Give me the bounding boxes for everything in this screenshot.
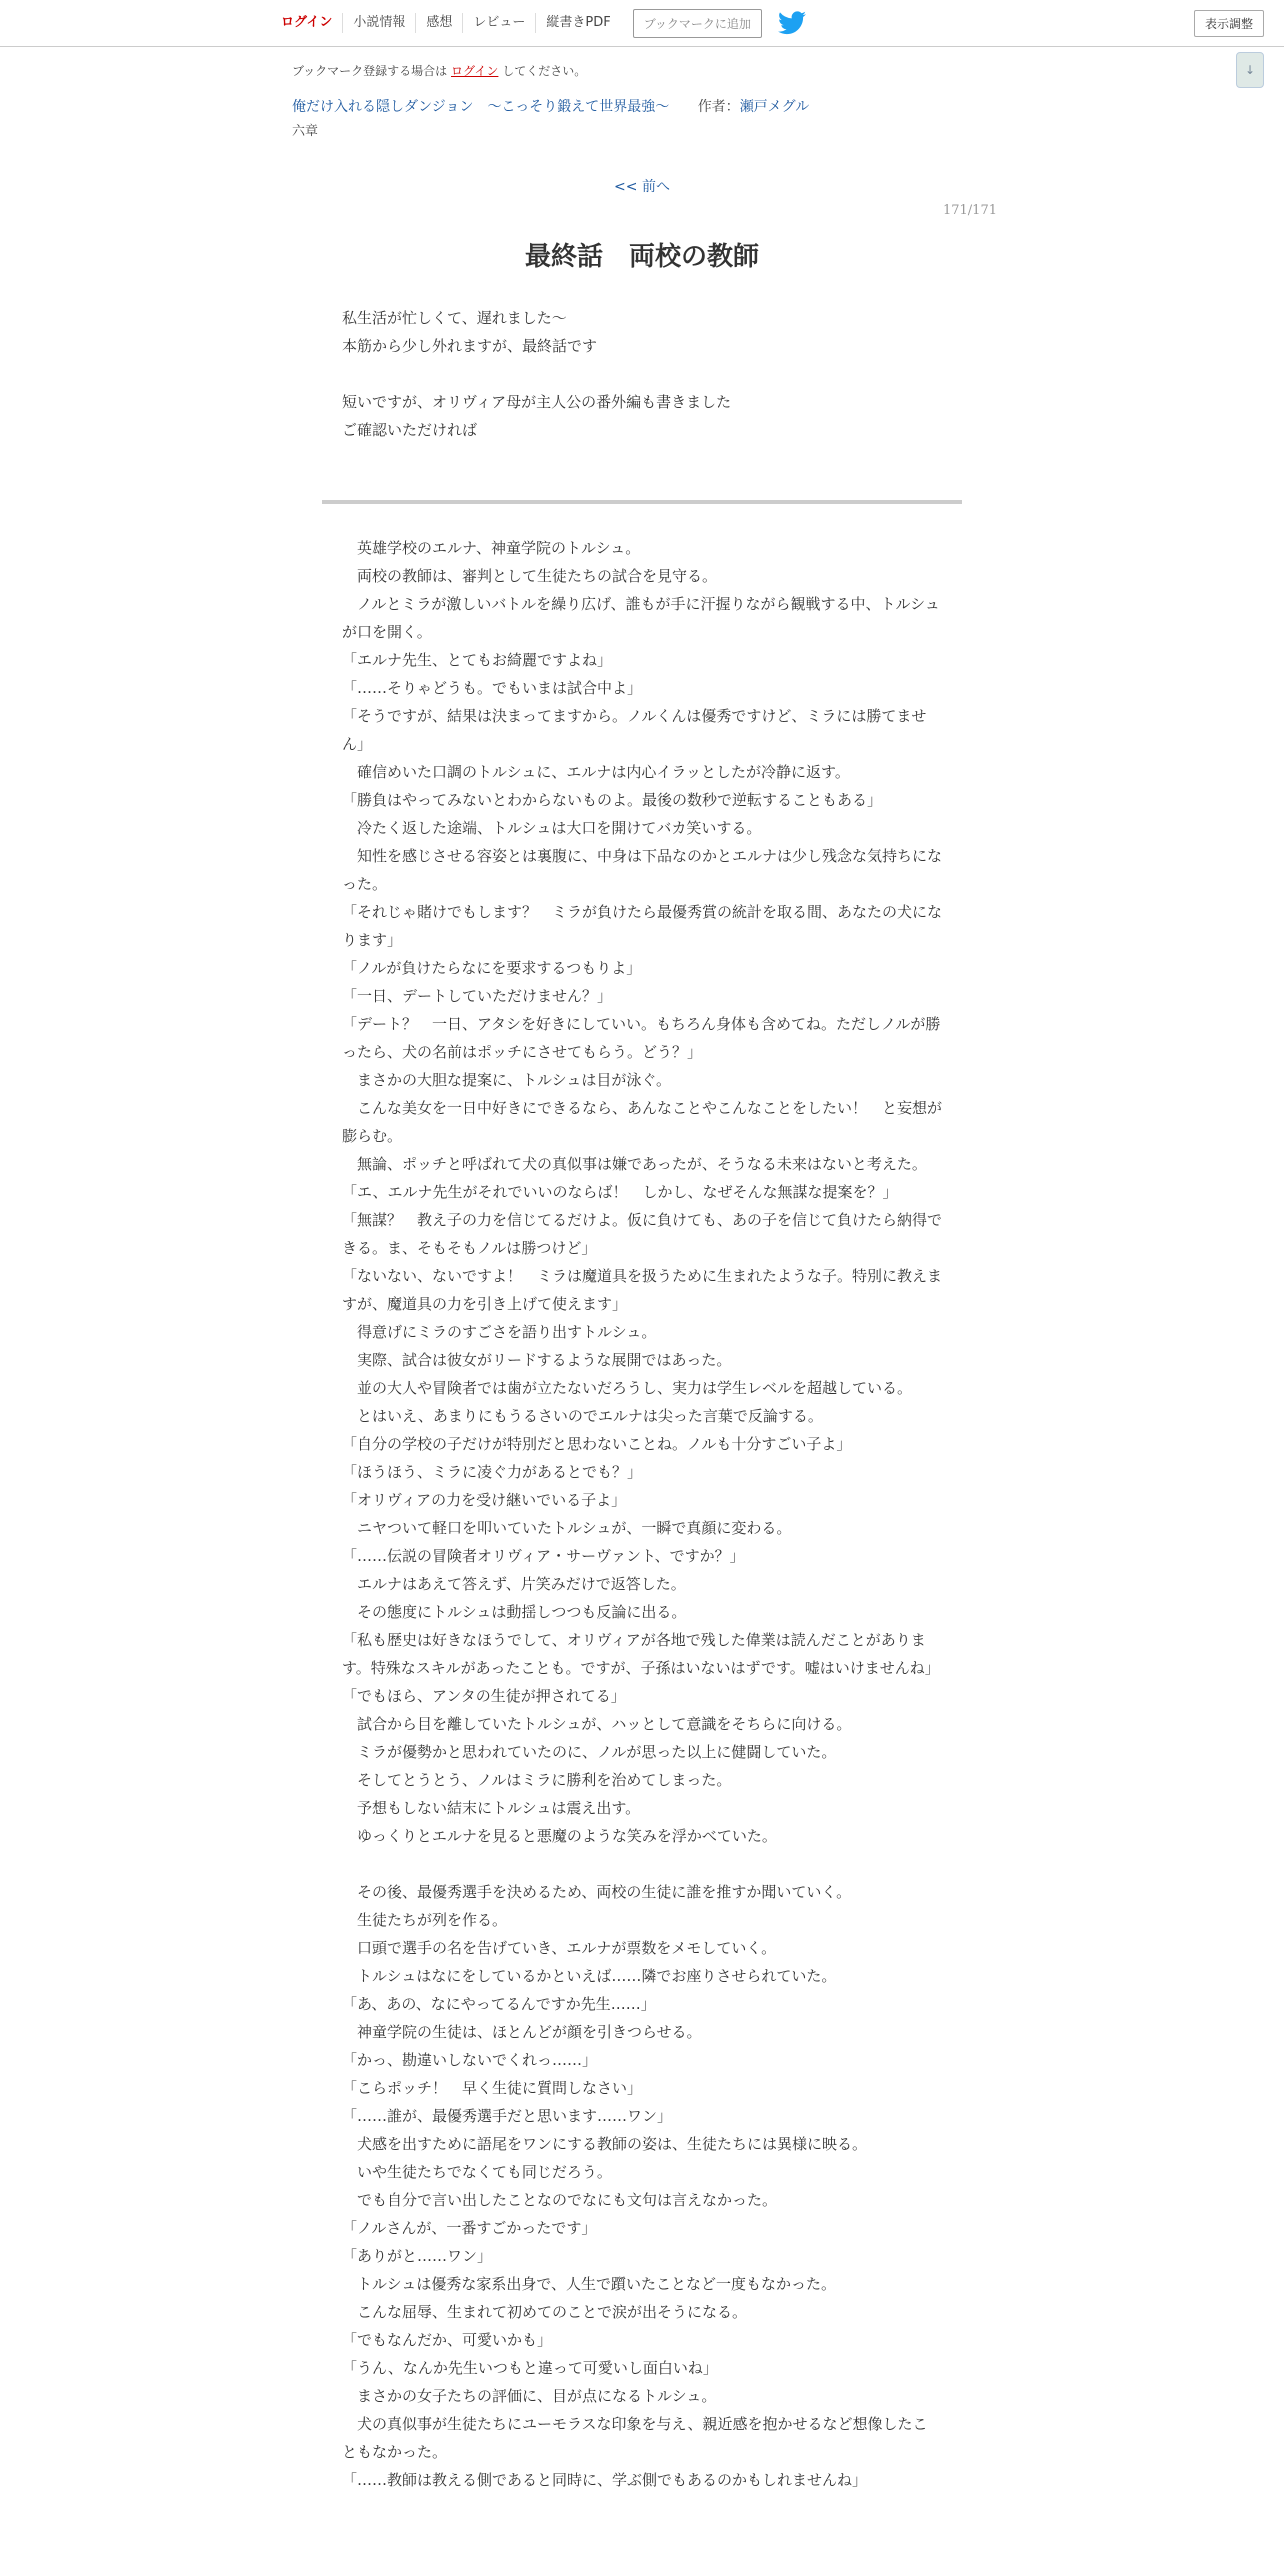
- notice-suffix: してください。: [502, 64, 587, 78]
- body-paragraph: 「ありがと……ワン」: [342, 2247, 493, 2265]
- body-paragraph: 「一日、デートしていただけません？」: [342, 987, 613, 1005]
- body-paragraph: 知性を感じさせる容姿とは裏腹に、中身は下品なのかとエルナは少し残念な気持ちになった。: [342, 847, 943, 893]
- body-paragraph: ニヤついて軽口を叩いていたトルシュが、一瞬で真顔に変わる。: [342, 1519, 792, 1537]
- notice-prefix: ブックマーク登録する場合は: [292, 64, 448, 78]
- body-paragraph: 試合から目を離していたトルシュが、ハッとして意識をそちらに向ける。: [342, 1715, 852, 1733]
- preface-line: ご確認いただければ: [342, 421, 478, 439]
- body-paragraph: でも自分で言い出したことなのでなにも文句は言えなかった。: [342, 2191, 778, 2209]
- nav-novel-info-link[interactable]: 小説情報: [343, 13, 416, 33]
- body-paragraph: 「ノルが負けたらなにを要求するつもりよ」: [342, 959, 642, 977]
- body-paragraph: 「こらポッチ！ 早く生徒に質問しなさい」: [342, 2079, 643, 2097]
- body-paragraph: 予想もしない結末にトルシュは震え出す。: [342, 1799, 641, 1817]
- body-paragraph: 「ノルさんが、一番すごかったです」: [342, 2219, 597, 2237]
- body-paragraph: [342, 1850, 942, 1878]
- episode-title: 最終話 両校の教師: [524, 242, 759, 272]
- body-paragraph: 確信めいた口調のトルシュに、エルナは内心イラッとしたが冷静に返す。: [342, 763, 850, 781]
- preface-text: [342, 304, 962, 444]
- nav-login-link[interactable]: ログイン: [271, 13, 343, 33]
- body-paragraph: 「……教師は教える側であると同時に、学ぶ側でもあるのかもしれませんね」: [342, 2471, 868, 2489]
- body-paragraph: 「エ、エルナ先生がそれでいいのならば！ しかし、なぜそんな無謀な提案を？」: [342, 1183, 898, 1201]
- body-paragraph: 「そうですが、結果は決まってますから。ノルくんは優秀ですけど、ミラには勝てません」: [342, 707, 927, 753]
- body-paragraph: ミラが優勢かと思われていたのに、ノルが思った以上に健闘していた。: [342, 1743, 837, 1761]
- body-paragraph: こんな屈辱、生まれて初めてのことで涙が出そうになる。: [342, 2303, 748, 2321]
- body-paragraph: 「でもほら、アンタの生徒が押されてる」: [342, 1687, 626, 1705]
- novel-header: [292, 96, 809, 116]
- body-paragraph: 実際、試合は彼女がリードするような展開ではあった。: [342, 1351, 732, 1369]
- page-count: 171/171: [942, 203, 997, 218]
- body-paragraph: 「自分の学校の子だけが特別だと思わないことね。ノルも十分すごい子よ」: [342, 1435, 852, 1453]
- body-paragraph: 「……伝説の冒険者オリヴィア・サーヴァント、ですか？」: [342, 1547, 745, 1565]
- body-paragraph: その後、最優秀選手を決めるため、両校の生徒に誰を推すか聞いていく。: [342, 1883, 852, 1901]
- author-label: 作者：: [697, 99, 740, 115]
- body-paragraph: 「それじゃ賭けでもします？ ミラが負けたら最優秀賞の統計を取る間、あなたの犬になります」: [342, 903, 943, 949]
- body-paragraph: 「オリヴィアの力を受け継いでいる子よ」: [342, 1491, 627, 1509]
- episode-body: [342, 534, 942, 2494]
- body-paragraph: 口頭で選手の名を告げていき、エルナが票数をメモしていく。: [342, 1939, 777, 1957]
- add-bookmark-button[interactable]: ブックマークに追加: [633, 9, 762, 38]
- body-paragraph: ノルとミラが激しいバトルを繰り広げ、誰もが手に汗握りながら観戦する中、トルシュが口を開く。: [342, 595, 940, 641]
- body-paragraph: 「ないない、ないですよ！ ミラは魔道具を扱うために生まれたような子。特別に教えますが、魔道具の力を引き上げて使えます」: [342, 1267, 943, 1313]
- body-paragraph: まさかの女子たちの評価に、目が点になるトルシュ。: [342, 2387, 717, 2405]
- body-paragraph: 無論、ポッチと呼ばれて犬の真似事は嫌であったが、そうなる未来はないと考えた。: [342, 1155, 927, 1173]
- author-link[interactable]: 瀬戸メグル: [739, 99, 810, 115]
- body-paragraph: 「私も歴史は好きなほうでして、オリヴィアが各地で残した偉業は読んだことがあります。特殊なスキルがあったことも。ですが、子孫はいないはずです。嘘はいけませんね」: [342, 1631, 940, 1677]
- body-paragraph: その態度にトルシュは動揺しつつも反論に出る。: [342, 1603, 687, 1621]
- body-paragraph: 犬の真似事が生徒たちにユーモラスな印象を与え、親近感を抱かせるなど想像したこともなかった。: [342, 2415, 928, 2461]
- preface-line: [342, 360, 962, 388]
- body-paragraph: 「あ、あの、なにやってるんですか先生……」: [342, 1995, 656, 2013]
- body-paragraph: 「エルナ先生、とてもお綺麗ですよね」: [342, 651, 613, 669]
- prev-page-link-text[interactable]: << 前へ: [614, 179, 670, 195]
- body-paragraph: こんな美女を一日中好きにできるなら、あんなことやこんなことをしたい！ と妄想が膨らむ。: [342, 1099, 943, 1145]
- body-paragraph: 両校の教師は、審判として生徒たちの試合を見守る。: [342, 567, 718, 585]
- body-paragraph: トルシュはなにをしているかといえば……隣でお座りさせられていた。: [342, 1967, 837, 1985]
- bookmark-login-notice: [292, 62, 586, 79]
- body-paragraph: 冷たく返した途端、トルシュは大口を開けてバカ笑いする。: [342, 819, 762, 837]
- body-paragraph: いや生徒たちでなくても同じだろう。: [342, 2163, 612, 2181]
- body-paragraph: 「……誰が、最優秀選手だと思います……ワン」: [342, 2107, 673, 2125]
- body-paragraph: 英雄学校のエルナ、神童学院のトルシュ。: [342, 539, 641, 557]
- nav-menu: [271, 0, 806, 46]
- body-paragraph: 「無謀？ 教え子の力を信じてるだけよ。仮に負けても、あの子を信じて負けたら納得できる。ま、そもそもノルは勝つけど」: [342, 1211, 943, 1257]
- body-paragraph: 得意げにミラのすごさを語り出すトルシュ。: [342, 1323, 657, 1341]
- chapter-name: 六章: [292, 124, 319, 139]
- body-paragraph: 並の大人や冒険者では歯が立たないだろうし、実力は学生レベルを超越している。: [342, 1379, 913, 1397]
- body-paragraph: 「ほうほう、ミラに凌ぐ力があるとでも？」: [342, 1463, 643, 1481]
- preface-line: 本筋から少し外れますが、最終話です: [342, 337, 598, 355]
- nav-impressions-link[interactable]: 感想: [416, 13, 463, 33]
- body-paragraph: 「かっ、勘違いしないでくれっ……」: [342, 2051, 598, 2069]
- body-paragraph: 「うん、なんか先生いつもと違って可愛いし面白いね」: [342, 2359, 718, 2377]
- display-settings-button[interactable]: 表示調整: [1194, 10, 1264, 37]
- twitter-icon[interactable]: [778, 11, 806, 35]
- nav-vertical-pdf-link[interactable]: 縦書きPDF: [546, 15, 611, 30]
- body-paragraph: 「デート？ 一日、アタシを好きにしていい。もちろん身体も含めてね。ただしノルが勝ったら、犬の名前はポッチにさせてもらう。どう？」: [342, 1015, 941, 1061]
- top-navigation-bar: [0, 0, 1284, 47]
- novel-title-link[interactable]: 俺だけ入れる隠しダンジョン 〜こっそり鍛えて世界最強〜: [292, 99, 670, 115]
- body-paragraph: 「でもなんだか、可愛いかも」: [342, 2331, 553, 2349]
- body-paragraph: 「勝負はやってみないとわからないものよ。最後の数秒で逆転することもある」: [342, 791, 883, 809]
- body-paragraph: そしてとうとう、ノルはミラに勝利を治めてしまった。: [342, 1771, 732, 1789]
- preface-line: 私生活が忙しくて、遅れました～: [342, 309, 567, 327]
- section-divider: [322, 500, 962, 504]
- body-paragraph: トルシュは優秀な家系出身で、人生で躓いたことなど一度もなかった。: [342, 2275, 837, 2293]
- body-paragraph: とはいえ、あまりにもうるさいのでエルナは尖った言葉で反論する。: [342, 1407, 823, 1425]
- scroll-down-arrow-icon[interactable]: ↓: [1236, 52, 1264, 88]
- body-paragraph: 神童学院の生徒は、ほとんどが顔を引きつらせる。: [342, 2023, 702, 2041]
- body-paragraph: エルナはあえて答えず、片笑みだけで返答した。: [342, 1575, 686, 1593]
- prev-page-link: [0, 176, 1284, 196]
- body-paragraph: ゆっくりとエルナを見ると悪魔のような笑みを浮かべていた。: [342, 1827, 777, 1845]
- notice-login-link[interactable]: ログイン: [451, 64, 499, 78]
- body-paragraph: まさかの大胆な提案に、トルシュは目が泳ぐ。: [342, 1071, 672, 1089]
- preface-line: 短いですが、オリヴィア母が主人公の番外編も書きました: [342, 393, 732, 411]
- nav-review-link[interactable]: レビュー: [463, 13, 536, 33]
- body-paragraph: 犬感を出すために語尾をワンにする教師の姿は、生徒たちには異様に映る。: [342, 2135, 868, 2153]
- body-paragraph: 「……そりゃどうも。でもいまは試合中よ」: [342, 679, 643, 697]
- body-paragraph: 生徒たちが列を作る。: [342, 1911, 508, 1929]
